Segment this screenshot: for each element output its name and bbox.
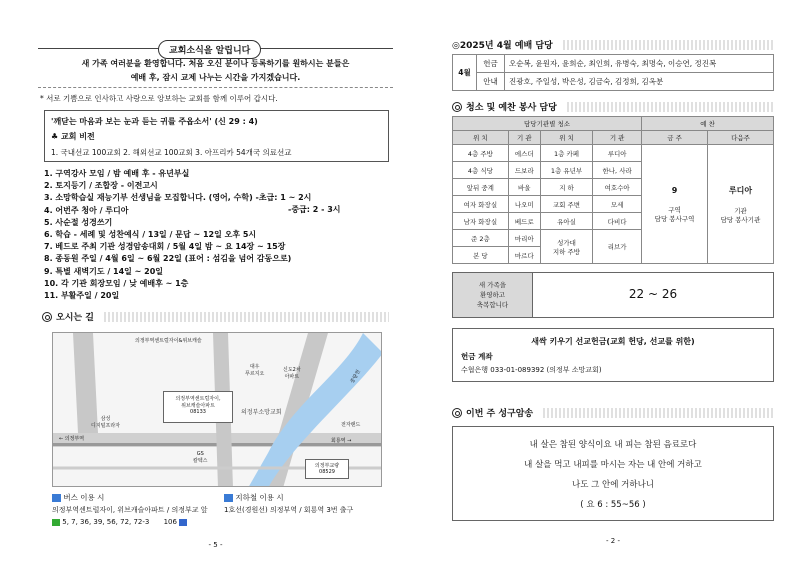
table-cell: 에스더: [508, 145, 540, 162]
yechan-header: 예 찬: [642, 117, 774, 131]
directions-header: [42, 310, 389, 323]
table-cell: 1층 유년부: [540, 162, 592, 179]
announcement-item: 6. 학습 - 세례 및 성찬예식 / 13일 / 문답 ~ 12일 오후 5시: [44, 230, 257, 240]
table-cell: 바울: [508, 179, 540, 196]
table-row: [453, 145, 774, 162]
welcome-line-2: 예배 후, 잠시 교제 나누는 시간을 가지겠습니다.: [130, 73, 301, 82]
month-cell: 4월: [453, 55, 477, 91]
cleaning-title: 청소 및 예찬 봉사 담당: [466, 103, 557, 113]
left-page-number: - 5 -: [208, 541, 223, 549]
table-cell: 한나, 사라: [593, 162, 642, 179]
column-header: 기 관: [593, 131, 642, 145]
club-icon: ♣: [51, 132, 59, 141]
bus-icon: [52, 494, 61, 502]
hyeongeum-names: 오순복, 윤원자, 윤희순, 최인희, 유병숙, 최명숙, 이승연, 정진복: [505, 55, 774, 73]
map-gs: GS 칼텍스: [193, 451, 208, 464]
circle-bullet-icon: [452, 408, 462, 418]
map-bridge-box: 의정부교량 08529: [305, 459, 349, 479]
memory-title: 이번 주 성구암송: [466, 409, 534, 419]
table-cell: 여호수아: [593, 179, 642, 196]
table-cell: 다비다: [593, 213, 642, 230]
table-cell: 베드로: [508, 213, 540, 230]
map-river-label: 중랑천: [349, 368, 362, 385]
table-cell: 유아실: [540, 213, 592, 230]
map-label-sindo: 신도2차 아파트: [283, 367, 301, 380]
table-cell: 남자 화장실: [453, 213, 509, 230]
table-cell: 교회 주변: [540, 196, 592, 213]
hyeongeum-label: 헌금: [477, 55, 505, 73]
table-cell: 나오미: [508, 196, 540, 213]
table-cell: 여자 화장실: [453, 196, 509, 213]
location-map: [52, 332, 382, 487]
table-cell: 마르다: [508, 247, 540, 264]
map-samsung: 삼성 디지털프라자: [91, 416, 120, 429]
table-cell: 모세: [593, 196, 642, 213]
memory-ref: ( 요 6 : 55~56 ): [580, 500, 646, 510]
table-cell: 드보라: [508, 162, 540, 179]
cleaning-header: [452, 100, 774, 113]
map-station: ← 의정부역: [59, 436, 85, 442]
vision-items: 1. 국내선교 100교회 2. 해외선교 100교회 3. 아프리카 54개국 의료선교: [51, 148, 292, 157]
bus-green-icon: [52, 519, 60, 526]
table-cell: 지 하: [540, 179, 592, 196]
column-header: 위 치: [453, 131, 509, 145]
map-electronic: 전자랜드: [341, 422, 361, 428]
circle-bullet-icon: [42, 312, 52, 322]
announcement-item: 3. 소망학습실 재능기부 선생님을 모집합니다. (영어, 수학) -초급: 1 ~ 2시: [44, 193, 312, 203]
bus-stop: 의정부역센트럴자이, 위브캐슬아파트 / 의정부교 앞: [52, 506, 208, 514]
bus-label: 버스 이용 시: [63, 493, 105, 502]
map-hoeryong: 회룡역 →: [331, 438, 352, 444]
bus-extra: 106: [163, 518, 177, 526]
newfamily-line1: 새 가족을: [478, 281, 507, 289]
newfamily-range: 22 ~ 26: [628, 287, 678, 301]
announcement-item: 7. 베드로 주최 기관 성경암송대회 / 5월 4일 밤 ~ 요 14장 ~ 15장: [44, 242, 286, 252]
memory-line3: 나도 그 안에 거하나니: [571, 480, 654, 490]
worship-title: ◎2025년 4월 예배 담당: [452, 41, 553, 51]
map-apt-box: 의정부역센트럴자이, 위브캐슬아파트 08133: [163, 391, 233, 423]
subway-label: 지하철 이용 시: [235, 493, 284, 502]
subway-info: 1호선(경원선) 의정부역 / 회룡역 3번 출구: [224, 506, 354, 514]
announcement-item: 8. 종동원 주일 / 4월 6일 ~ 6월 22일 (표어 : 섬김을 넘어 감동으로): [44, 254, 292, 264]
annae-label: 안내: [477, 73, 505, 91]
left-page: [38, 0, 393, 566]
announcement-item: 11. 부활주일 / 20일: [44, 291, 120, 301]
announcement-item: 4. 어번주 청아 / 루디아: [44, 205, 129, 215]
memory-line2: 내 살을 먹고 내피를 마시는 자는 내 안에 거하고: [524, 460, 702, 470]
greeting-text: * 서로 기쁨으로 인사하고 사랑으로 앙보하는 교회를 함께 이루어 갑시다.: [40, 94, 278, 103]
circle-bullet-icon: [452, 102, 462, 112]
bus-blue-icon: [179, 519, 187, 526]
ann3-extra: -중급: 2 - 3시: [288, 205, 341, 214]
table-cell: 마리아: [508, 230, 540, 247]
cleaning-group-header: 담당기관별 청소: [453, 117, 642, 131]
welcome-line-1: 새 가족 여러분을 환영합니다. 처음 오신 분이나 등록하기를 원하시는 분들은: [81, 59, 350, 68]
subway-icon: [224, 494, 233, 502]
announcement-item: 9. 특별 새벽기도 / 14일 ~ 20일: [44, 266, 164, 276]
map-label-daewoo: 대우 푸르지오: [245, 364, 265, 377]
mission-box: [452, 328, 774, 382]
mission-account: 수협은행 033-01-089392 (의정부 소망교회): [461, 366, 602, 374]
newfamily-line2: 환영하고: [479, 291, 506, 299]
bus-numbers: 5, 7, 36, 39, 56, 72, 72-3: [62, 518, 150, 526]
column-header: 다음주: [708, 131, 774, 145]
verse-box: [44, 110, 389, 162]
right-page-number: - 2 -: [606, 537, 620, 545]
next-week-cell: 루디아 기관 담당 봉사기관: [708, 145, 774, 264]
map-church-label: 의정부소망교회: [241, 409, 282, 416]
directions-title: 오시는 길: [56, 313, 94, 323]
column-header: 위 치: [540, 131, 592, 145]
table-cell: 4층 주방: [453, 145, 509, 162]
announcement-item: 2. 토지등기 / 조합장 - 이전고시: [44, 181, 158, 191]
announcement-list: [44, 168, 389, 302]
table-cell: 1층 카페: [540, 145, 592, 162]
right-page: [452, 0, 774, 566]
announcement-item: 5. 사순절 성경쓰기: [44, 217, 113, 227]
announcement-item: 1. 구역강사 모임 / 밤 예배 후 - 유년부실: [44, 169, 190, 178]
mission-title: 새싹 키우기 선교헌금(교회 헌당, 선교를 위한): [531, 337, 695, 346]
memory-box: [452, 426, 774, 521]
table-cell: 앞뒤 중계: [453, 179, 509, 196]
newfamily-line3: 축복합니다: [476, 301, 509, 309]
worship-table: [452, 54, 774, 91]
vision-title: 교회 비전: [60, 132, 95, 141]
cleaning-table: [452, 116, 774, 264]
this-week-cell: 9 구역 담당 봉사구역: [642, 145, 708, 264]
table-cell: 4층 식당: [453, 162, 509, 179]
table-cell: 준 2층: [453, 230, 509, 247]
newfamily-box: [452, 272, 774, 318]
map-label-top: 의정부역센트럴자이&위브캐슬: [135, 338, 202, 344]
announcement-item: 10. 각 기관 회장모임 / 낮 예배후 ~ 1층: [44, 278, 189, 288]
table-cell: 루디아: [593, 145, 642, 162]
memory-header: [452, 406, 774, 419]
table-cell: 리브가: [593, 230, 642, 264]
memory-line1: 내 살은 참된 양식이요 내 피는 참된 음료로다: [529, 440, 697, 450]
column-header: 금 주: [642, 131, 708, 145]
verse-text: '깨닫는 마음과 보는 눈과 듣는 귀를 주옵소서' (신 29 : 4): [51, 117, 258, 126]
notice-title: 교회소식을 알립니다: [158, 40, 261, 59]
annae-names: 진광호, 주일성, 박은성, 김금숙, 김정희, 김옥분: [505, 73, 774, 91]
worship-header: [452, 38, 774, 51]
table-cell: 성가대 지하 주방: [540, 230, 592, 264]
column-header: 기 관: [508, 131, 540, 145]
table-cell: 본 당: [453, 247, 509, 264]
mission-account-label: 헌금 계좌: [461, 352, 493, 361]
